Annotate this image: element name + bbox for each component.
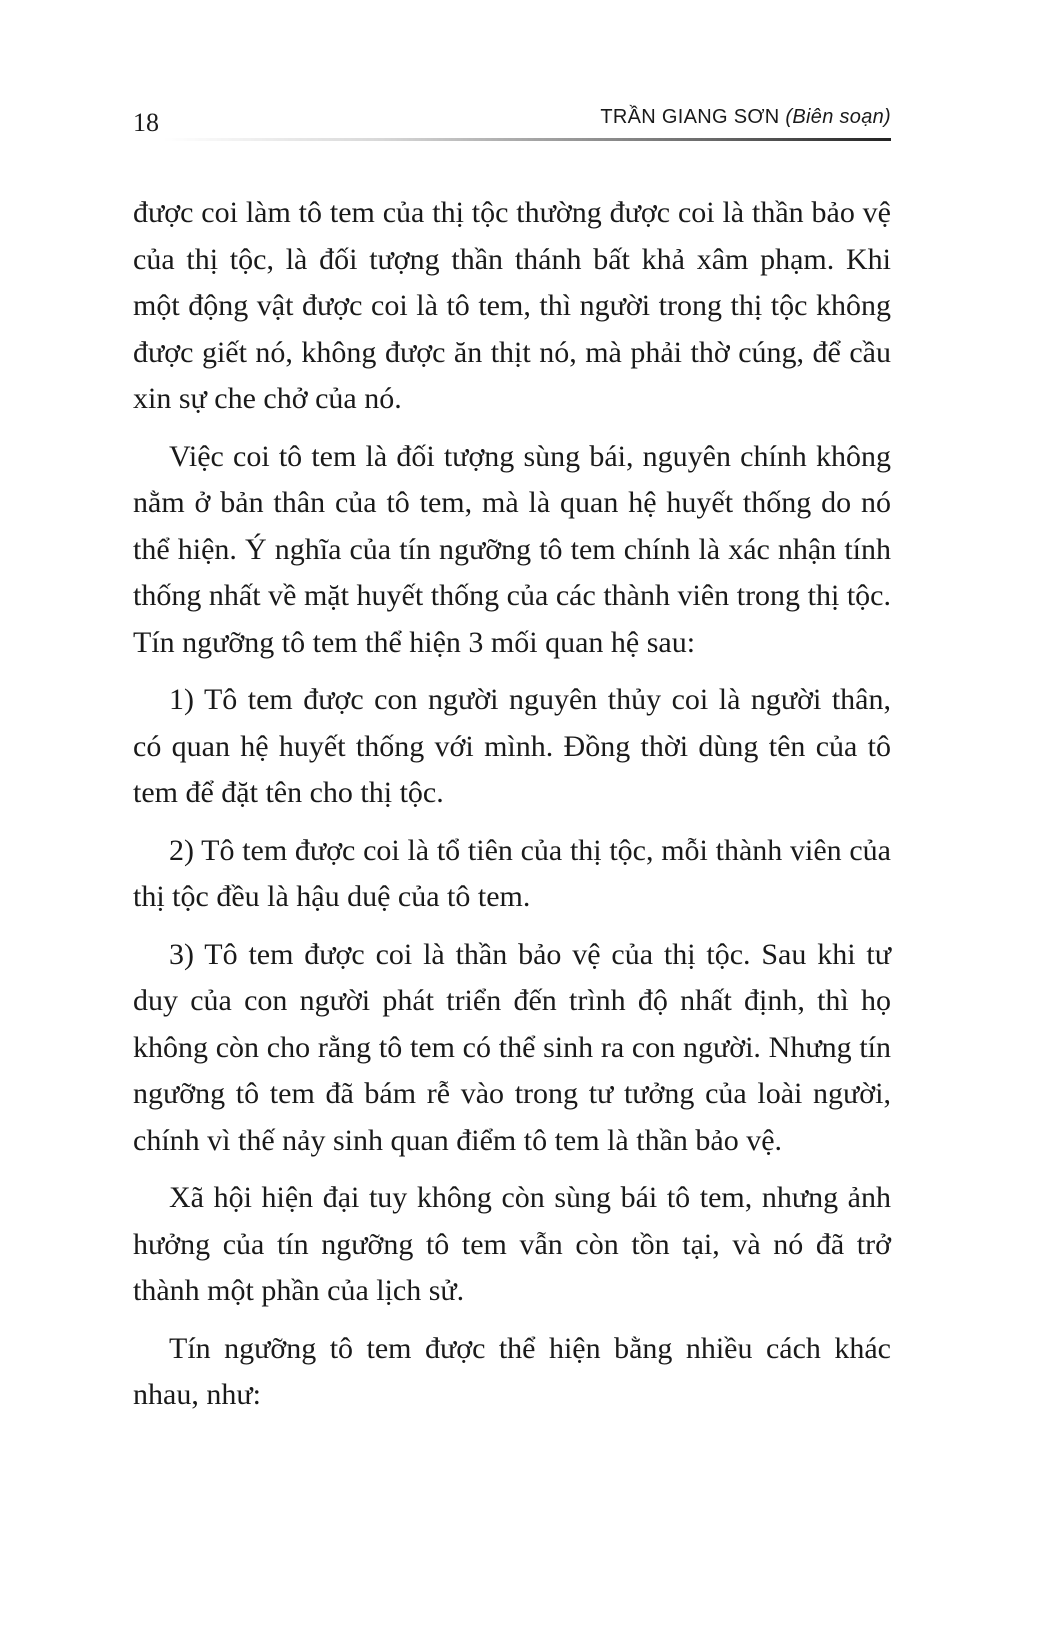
running-head-subtitle: (Biên soạn) — [785, 106, 891, 128]
header-rule — [163, 138, 891, 141]
paragraph-relation-3: 3) Tô tem được coi là thần bảo vệ của thị tộc. Sau khi tư duy của con người phát triển đến trình độ nhất định, thì họ không còn cho rằng tô tem có thể sinh ra con người. Nhưng tín ngưỡng tô tem đã bám rễ vào trong tư tưởng của loài người, chính vì thế nảy sinh quan điểm tô tem là thần bảo vệ. — [133, 937, 891, 1157]
paragraph-continuation: được coi làm tô tem của thị tộc thường được coi là thần bảo vệ của thị tộc, là đối tượng thần thánh bất khả xâm phạm. Khi một động vật được coi là tô tem, thì người trong thị tộc không được giết nó, không được ăn thịt nó, mà phải thờ cúng, để cầu xin sự che chở của nó. — [133, 196, 891, 415]
running-head-author: TRẦN GIANG SƠN — [600, 106, 780, 128]
page-number: 18 — [133, 108, 159, 137]
paragraph-relation-1: 1) Tô tem được con người nguyên thủy coi là người thân, có quan hệ huyết thống với mình. Đồng thời dùng tên của tô tem để đặt tên cho thị tộc. — [133, 683, 891, 809]
running-head — [600, 105, 891, 129]
page-header — [133, 100, 891, 144]
body-text — [133, 190, 891, 1430]
paragraph-relation-2: 2) Tô tem được coi là tổ tiên của thị tộc, mỗi thành viên của thị tộc đều là hậu duệ của tô tem. — [133, 833, 891, 913]
paragraph-totem-worship-meaning: Việc coi tô tem là đối tượng sùng bái, nguyên chính không nằm ở bản thân của tô tem, mà là quan hệ huyết thống do nó thể hiện. Ý nghĩa của tín ngưỡng tô tem chính là xác nhận tính thống nhất về mặt huyết thống của các thành viên trong thị tộc. Tín ngưỡng tô tem thể hiện 3 mối quan hệ sau: — [133, 439, 891, 659]
paragraph-modern-society: Xã hội hiện đại tuy không còn sùng bái tô tem, nhưng ảnh hưởng của tín ngưỡng tô tem vẫn còn tồn tại, và nó đã trở thành một phần của lịch sử. — [133, 1181, 891, 1307]
paragraph-forms-intro: Tín ngưỡng tô tem được thể hiện bằng nhiều cách khác nhau, như: — [133, 1331, 891, 1411]
